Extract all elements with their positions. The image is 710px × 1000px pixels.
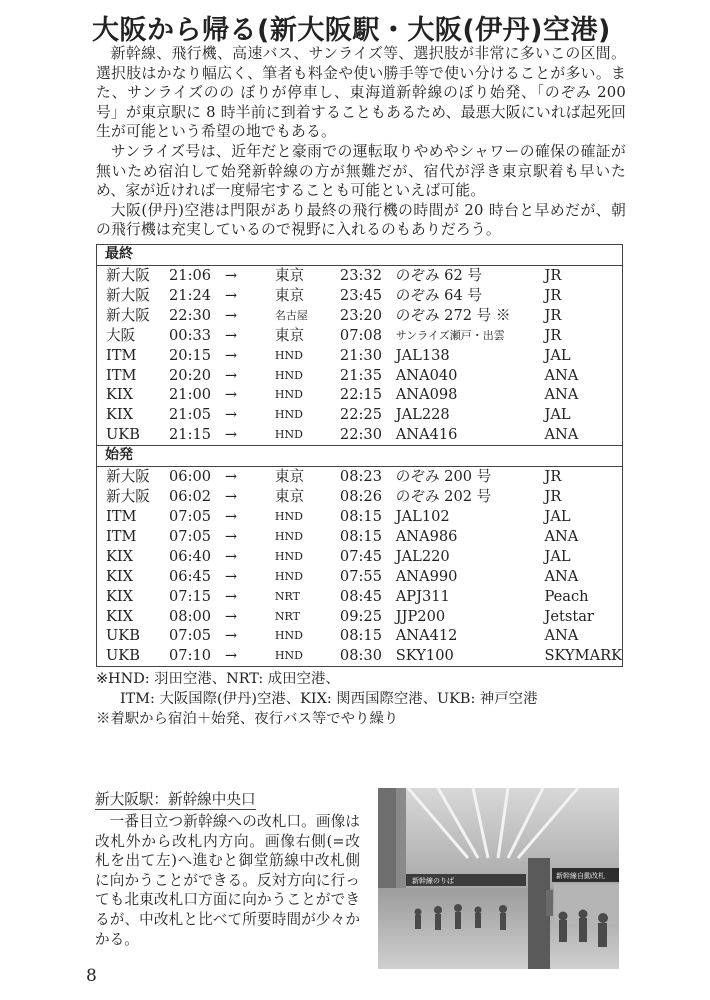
origin-cell: 新大阪	[106, 468, 150, 486]
operator-cell: SKYMARK	[544, 647, 622, 665]
origin-cell: 新大阪	[106, 306, 150, 324]
departure-time-cell: 21:05	[169, 406, 212, 424]
operator-cell: ANA	[544, 366, 579, 384]
arrow-cell: →	[224, 326, 238, 344]
service-name-cell: ANA986	[395, 527, 458, 545]
operator-cell: Peach	[544, 587, 589, 605]
service-name-cell: ANA412	[395, 627, 458, 645]
arrow-cell: →	[224, 507, 238, 525]
origin-cell: KIX	[106, 567, 134, 585]
origin-cell: 新大阪	[106, 488, 150, 506]
table-row	[97, 286, 623, 306]
table-row	[97, 547, 623, 567]
departure-time-cell: 20:15	[169, 346, 212, 364]
arrival-time-cell: 08:15	[339, 527, 382, 545]
timetable-notes	[96, 669, 636, 729]
destination-cell: HND	[274, 569, 303, 583]
departure-time-cell: 06:00	[169, 468, 212, 486]
destination-cell: HND	[274, 549, 303, 563]
photo-caption	[95, 790, 360, 949]
operator-cell: JR	[544, 468, 562, 486]
table-row	[97, 425, 623, 445]
destination-cell: HND	[274, 529, 303, 543]
origin-cell: ITM	[106, 527, 137, 545]
arrival-time-cell: 08:15	[339, 627, 382, 645]
destination-cell: NRT	[274, 609, 300, 623]
operator-cell: ANA	[544, 386, 579, 404]
table-row	[97, 306, 623, 326]
destination-cell: 東京	[274, 468, 305, 486]
operator-cell: JAL	[544, 507, 571, 525]
arrow-cell: →	[224, 587, 238, 605]
arrival-time-cell: 07:45	[339, 547, 382, 565]
service-name-cell: JAL102	[395, 507, 450, 525]
destination-cell: 名古屋	[274, 308, 308, 322]
note-line: ITM: 大阪国際(伊丹)空港、KIX: 関西国際空港、UKB: 神戸空港	[120, 691, 538, 707]
departure-time-cell: 20:20	[169, 366, 212, 384]
arrow-cell: →	[224, 607, 238, 625]
service-name-cell: のぞみ 62 号	[395, 267, 482, 284]
table-row	[97, 567, 623, 587]
intro-text	[96, 44, 626, 240]
table-row	[97, 607, 623, 627]
service-name-cell: JAL220	[395, 547, 450, 565]
arrival-time-cell: 22:30	[339, 426, 382, 444]
arrival-time-cell: 21:35	[339, 366, 382, 384]
departure-time-cell: 06:40	[169, 547, 212, 565]
origin-cell: 新大阪	[106, 267, 150, 284]
arrow-cell: →	[224, 346, 238, 364]
table-row	[97, 646, 623, 666]
page-number: 8	[86, 966, 97, 986]
table-row	[97, 405, 623, 425]
arrival-time-cell: 07:55	[339, 567, 382, 585]
operator-cell: Jetstar	[544, 607, 594, 625]
destination-cell: HND	[274, 649, 303, 663]
paragraph: 大阪(伊丹)空港は門限があり最終の飛行機の時間が 20 時台と早めだが、朝の飛行機は充実しているので視野に入れるのもありだろう。	[96, 201, 626, 239]
operator-cell: ANA	[544, 627, 579, 645]
departure-time-cell: 07:05	[169, 627, 212, 645]
paragraph: サンライズ号は、近年だと豪雨での運転取りやめやシャワーの確保の確証が無いため宿泊して始発新幹線の方が無難だが、宿代が浮き東京駅着も早いため、家が近ければ一度帰宅することも可能といえば可能。	[96, 142, 626, 200]
departure-time-cell: 07:05	[169, 527, 212, 545]
service-name-cell: ANA990	[395, 567, 458, 585]
arrival-time-cell: 22:25	[339, 406, 382, 424]
destination-cell: HND	[274, 629, 303, 643]
arrow-cell: →	[224, 547, 238, 565]
arrow-cell: →	[224, 286, 238, 304]
arrow-cell: →	[224, 647, 238, 665]
arrival-time-cell: 23:45	[339, 286, 382, 304]
service-name-cell: JAL228	[395, 406, 450, 424]
destination-cell: 東京	[274, 326, 305, 344]
departure-time-cell: 21:00	[169, 386, 212, 404]
arrow-cell: →	[224, 306, 238, 324]
service-name-cell: ANA040	[395, 366, 458, 384]
destination-cell: 東京	[274, 488, 305, 506]
origin-cell: ITM	[106, 507, 137, 525]
operator-cell: ANA	[544, 426, 579, 444]
service-name-cell: APJ311	[395, 587, 450, 605]
operator-cell: JAL	[544, 346, 571, 364]
arrival-time-cell: 23:20	[339, 306, 382, 324]
table-row	[97, 346, 623, 366]
origin-cell: 新大阪	[106, 286, 150, 304]
departure-time-cell: 00:33	[169, 326, 212, 344]
arrow-cell: →	[224, 426, 238, 444]
table-row	[97, 487, 623, 507]
service-name-cell: ANA416	[395, 426, 458, 444]
arrow-cell: →	[224, 468, 238, 486]
origin-cell: UKB	[106, 627, 140, 645]
origin-cell: UKB	[106, 647, 140, 665]
departure-time-cell: 07:05	[169, 507, 212, 525]
station-photo-illustration	[378, 788, 619, 969]
service-name-cell: のぞみ 200 号	[395, 468, 492, 486]
departure-time-cell: 07:15	[169, 587, 212, 605]
origin-cell: KIX	[106, 587, 134, 605]
photo-sign-right: 新幹線自動改札	[556, 872, 605, 880]
operator-cell: JR	[544, 326, 562, 344]
destination-cell: 東京	[274, 267, 305, 284]
timetable	[96, 244, 623, 667]
departure-time-cell: 21:06	[169, 267, 212, 284]
departure-time-cell: 22:30	[169, 306, 212, 324]
origin-cell: KIX	[106, 406, 134, 424]
arrival-time-cell: 08:45	[339, 587, 382, 605]
origin-cell: ITM	[106, 366, 137, 384]
origin-cell: KIX	[106, 386, 134, 404]
arrival-time-cell: 08:30	[339, 647, 382, 665]
operator-cell: ANA	[544, 567, 579, 585]
timetable-section-header	[97, 245, 623, 266]
service-name-cell: サンライズ瀬戸・出雲	[395, 328, 505, 342]
page-title: 大阪から帰る(新大阪駅・大阪(伊丹)空港)	[92, 15, 611, 46]
arrival-time-cell: 22:15	[339, 386, 382, 404]
service-name-cell: のぞみ 272 号 ※	[395, 306, 511, 324]
destination-cell: HND	[274, 509, 303, 523]
arrow-cell: →	[224, 386, 238, 404]
origin-cell: 大阪	[106, 326, 136, 344]
table-row	[97, 366, 623, 386]
arrow-cell: →	[224, 267, 238, 284]
arrival-time-cell: 08:15	[339, 507, 382, 525]
destination-cell: HND	[274, 388, 303, 402]
table-row	[97, 507, 623, 527]
arrow-cell: →	[224, 406, 238, 424]
table-row	[97, 626, 623, 646]
service-name-cell: SKY100	[395, 647, 454, 665]
arrow-cell: →	[224, 366, 238, 384]
operator-cell: JAL	[544, 406, 571, 424]
departure-time-cell: 07:10	[169, 647, 212, 665]
destination-cell: HND	[274, 408, 303, 422]
departure-time-cell: 08:00	[169, 607, 212, 625]
operator-cell: JR	[544, 286, 562, 304]
table-row	[97, 467, 623, 487]
section-label: 最終	[97, 245, 623, 266]
service-name-cell: JAL138	[395, 346, 450, 364]
arrival-time-cell: 08:23	[339, 468, 382, 486]
operator-cell: JR	[544, 306, 562, 324]
service-name-cell: のぞみ 202 号	[395, 488, 492, 506]
service-name-cell: のぞみ 64 号	[395, 286, 482, 304]
table-row	[97, 587, 623, 607]
arrival-time-cell: 08:26	[339, 488, 382, 506]
departure-time-cell: 21:24	[169, 286, 212, 304]
departure-time-cell: 06:45	[169, 567, 212, 585]
timetable-section-header	[97, 446, 623, 467]
caption-title: 新大阪駅：新幹線中央口	[95, 791, 256, 808]
destination-cell: HND	[274, 348, 303, 362]
origin-cell: ITM	[106, 346, 137, 364]
origin-cell: KIX	[106, 547, 134, 565]
note-line: ※HND: 羽田空港、NRT: 成田空港、	[96, 671, 340, 687]
arrow-cell: →	[224, 627, 238, 645]
table-row	[97, 527, 623, 547]
destination-cell: 東京	[274, 286, 305, 304]
service-name-cell: JJP200	[395, 607, 446, 625]
departure-time-cell: 06:02	[169, 488, 212, 506]
operator-cell: JAL	[544, 547, 571, 565]
arrow-cell: →	[224, 488, 238, 506]
service-name-cell: ANA098	[395, 386, 458, 404]
photo-sign-left: 新幹線のりば	[412, 877, 454, 885]
station-photo	[378, 788, 619, 969]
destination-cell: HND	[274, 368, 303, 382]
arrival-time-cell: 09:25	[339, 607, 382, 625]
operator-cell: ANA	[544, 527, 579, 545]
arrival-time-cell: 07:08	[339, 326, 382, 344]
operator-cell: JR	[544, 488, 562, 506]
destination-cell: NRT	[274, 589, 300, 603]
table-row	[97, 385, 623, 405]
paragraph: 新幹線、飛行機、高速バス、サンライズ等、選択肢が非常に多いこの区間。選択肢はかなり幅広く、筆者も料金や使い勝手等で使い分けることが多い。また、サンライズのの ぼりが停車し、東海道新幹線のぼり始発、「のぞみ 200 号」が東京駅に 8 時半前に到着することもあるため、最悪大阪にいれば起死回生が可能という希望の地でもある。	[96, 45, 626, 141]
note-line: ※着駅から宿泊＋始発、夜行バス等でやり繰り	[96, 711, 399, 727]
arrival-time-cell: 21:30	[339, 346, 382, 364]
arrow-cell: →	[224, 567, 238, 585]
section-label: 始発	[97, 446, 623, 467]
origin-cell: UKB	[106, 426, 140, 444]
caption-text: 一番目立つ新幹線への改札口。画像は改札外から改札内方向。画像右側(=改札を出て左)へ進むと御堂筋線中改札側に向かうことができる。反対方向に行っても北東改札口方面に向かうことができるが、中改札と比べて所要時間が少々かかる。	[95, 813, 360, 948]
table-row	[97, 326, 623, 346]
origin-cell: KIX	[106, 607, 134, 625]
arrival-time-cell: 23:32	[339, 267, 382, 284]
destination-cell: HND	[274, 428, 303, 442]
operator-cell: JR	[544, 267, 562, 284]
departure-time-cell: 21:15	[169, 426, 212, 444]
table-row	[97, 266, 623, 286]
arrow-cell: →	[224, 527, 238, 545]
